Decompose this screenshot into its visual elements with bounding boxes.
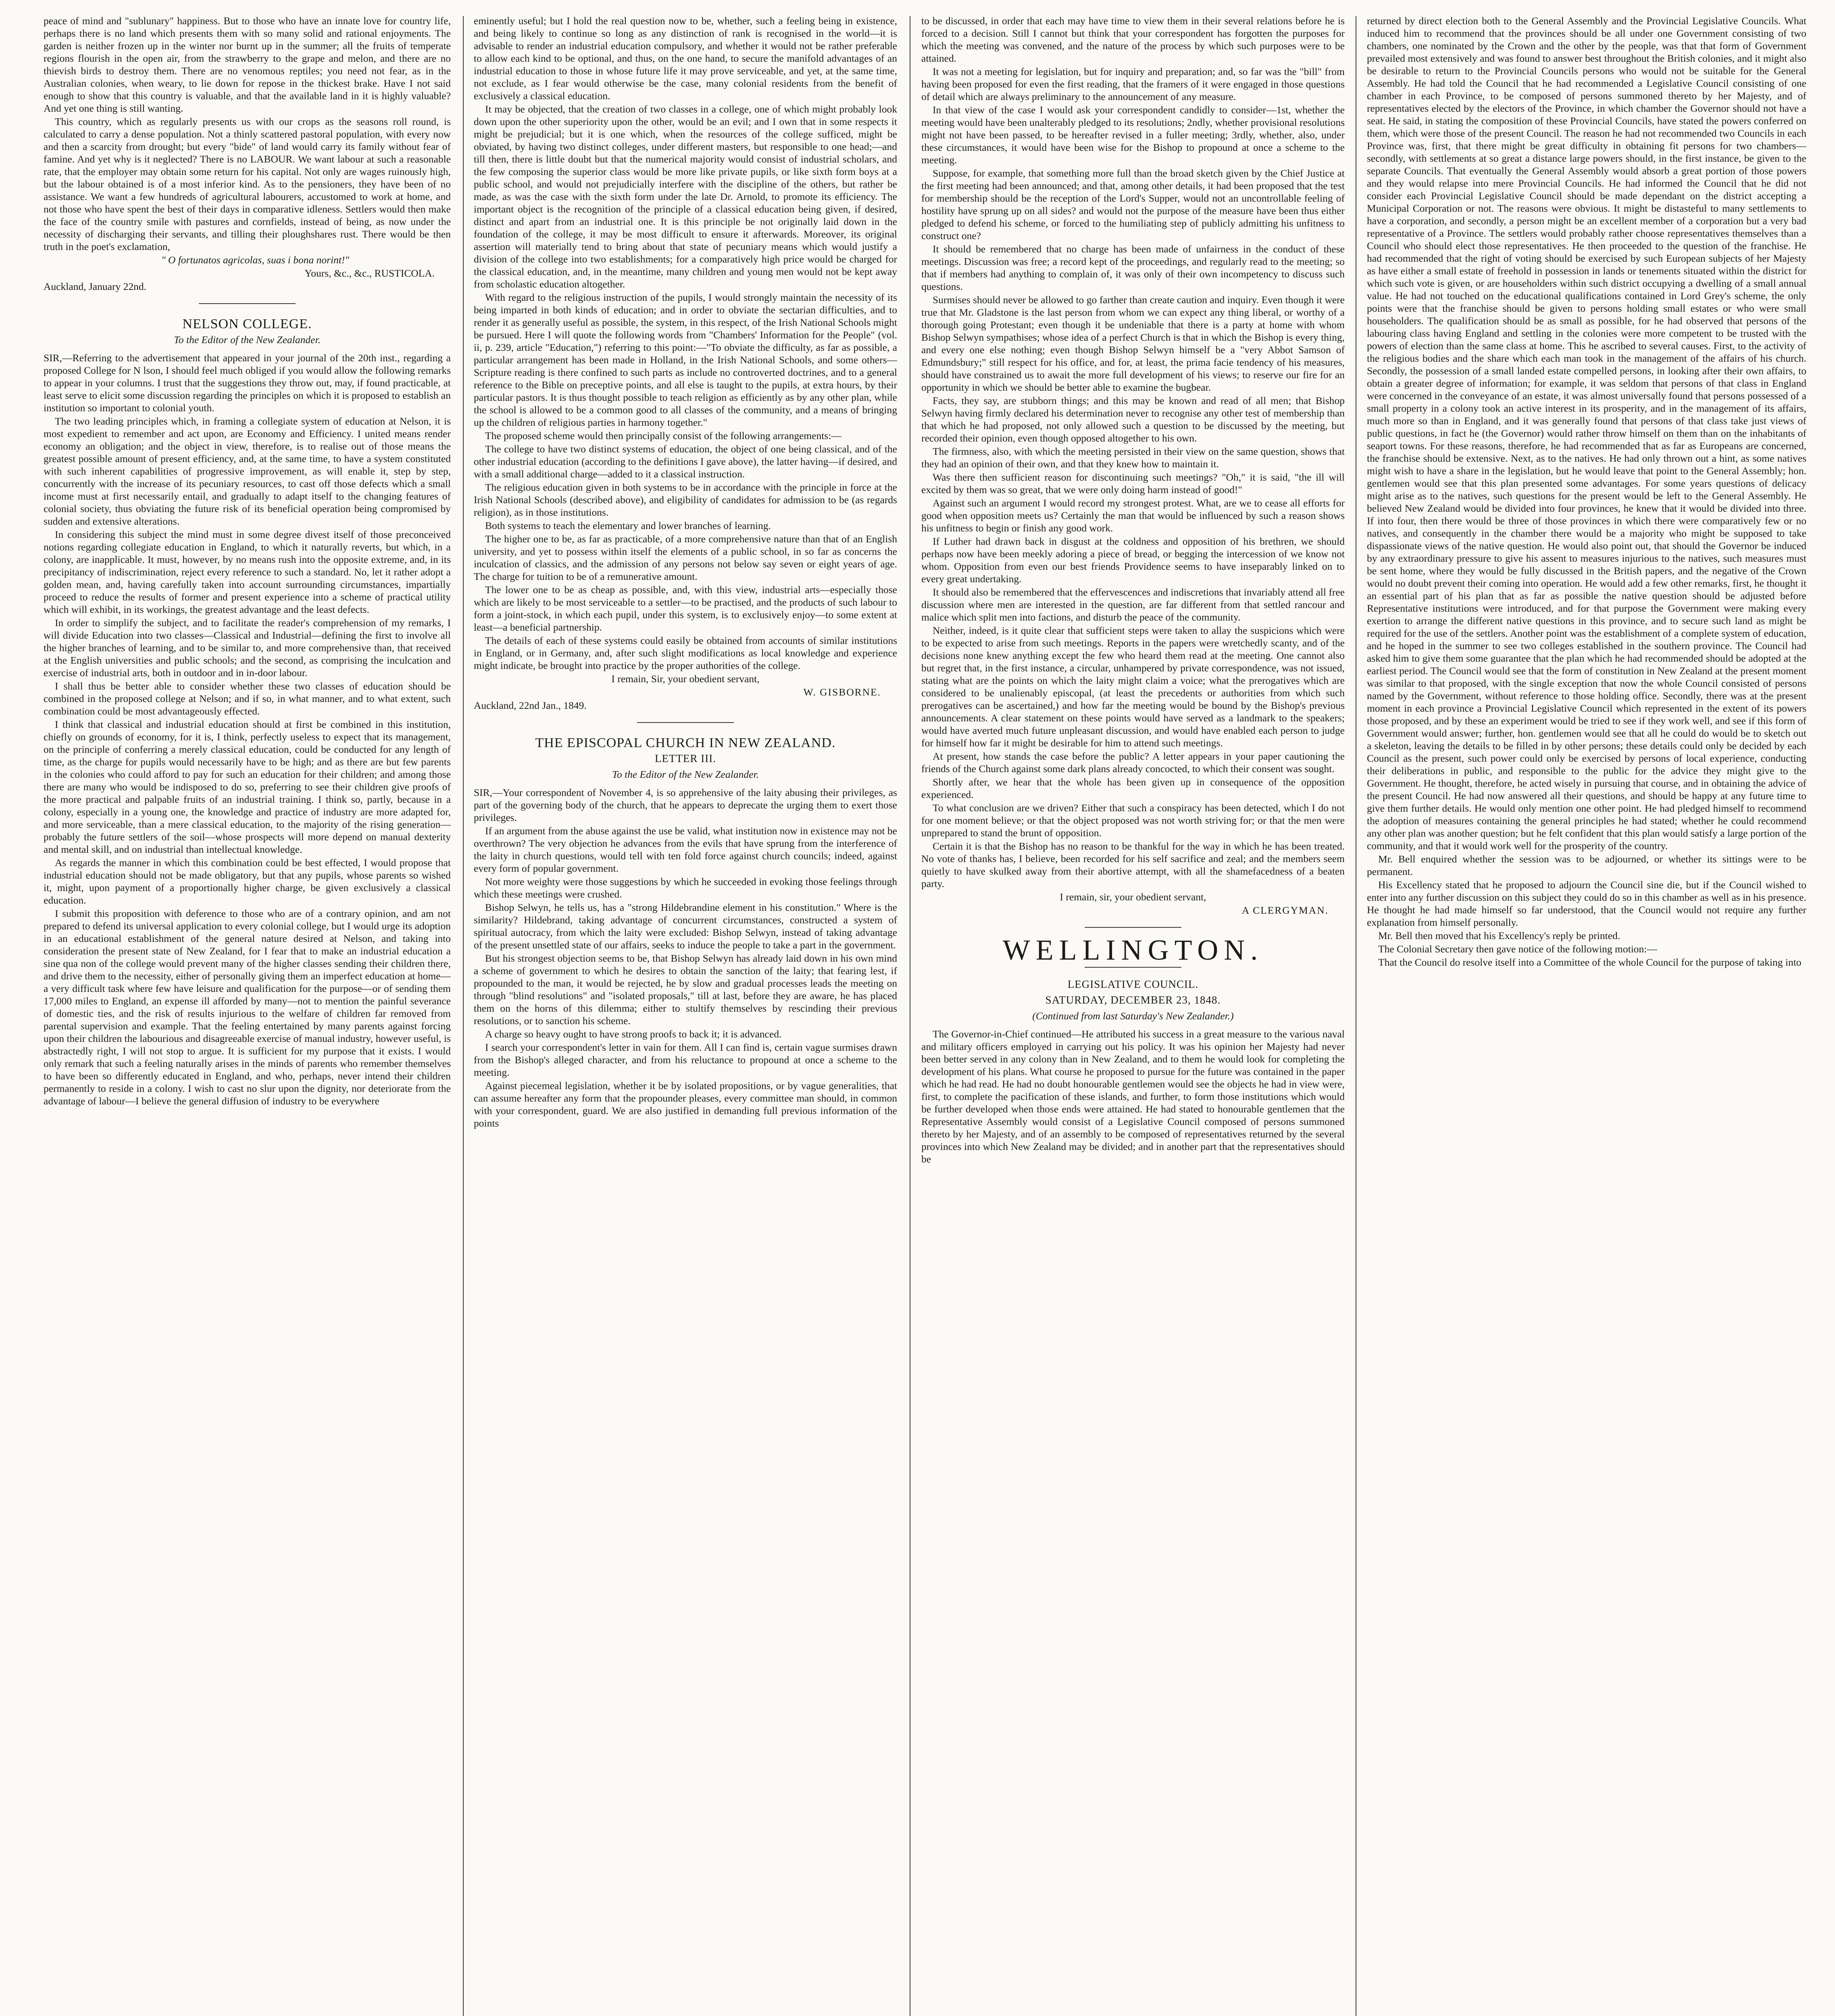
paragraph: I think that classical and industrial education should at first be combined in this institution, chiefly on grounds of economy, for it is, I think, perfectly useless to expect that its management, on the principle of conferring a merely classical education, could be conducted for any length of time, as the charge for pupils would necessarily have to be high; and as there are but few parents in the colonies who could afford to pay for such an education for their children; and among those there are many who would be indisposed to do so, preferring to see their children give proofs of the more practical and palpable fruits of an industrial training. I think so, partly, because in a colony, especially in a young one, the knowledge and practice of industry are more adapted for, and more serviceable, than a mere classical education, to the majority of the rising generation—probably the future settlers of the soil—whose prospects will more depend on manual dexterity and mental skill, and on industrial than intellectual knowledge.: [44, 719, 451, 855]
section-separator: [1085, 967, 1181, 968]
paragraph: To what conclusion are we driven? Either that such a conspiracy has been detected, which I do not for one moment believe; or that the object proposed was not worth striving for; or that the men were unprepared to stand the brunt of opposition.: [921, 802, 1345, 839]
paragraph: Against such an argument I would record my strongest protest. What, are we to cease all efforts for good when opposition meets us? Certainly the man that would be influenced by such a reason shows his unfitness to begin or finish any good work.: [921, 497, 1345, 534]
paragraph: The firmness, also, with which the meeting persisted in their view on the same question, shows that they had an opinion of their own, and that they knew how to maintain it.: [921, 446, 1345, 470]
column-rule: [463, 16, 464, 2016]
paragraph: This country, which as regularly presents us with our crops as the seasons roll round, is calculated to carry a dense population. Not a thinly scattered pastoral population, with every now and then a scarcity from drought; but every "bide" of land would carry its family without fear of famine. And yet why is it neglected? There is no LABOUR. We want labour at such a reasonable rate, that the employer may obtain some return for his capital. Not only are wages ruinously high, but the labour obtained is of a most inferior kind. As to the pensioners, they have been of no assistance. We want a few hundreds of agricultural labourers, accustomed to work at home, and not those who have spent the best of their days in comparative idleness. Settlers would then make the face of the country smile with pastures and cornfields, instead of being, as now under the necessity of discharging their servants, and tilling their ploughshares rust. There would be then truth in the poet's exclamation,: [44, 116, 451, 252]
paragraph: The religious education given in both systems to be in accordance with the principle in force at the Irish National Schools (described above), and eligibility of candidates for admission to be (as regards religion), as in those institutions.: [474, 481, 897, 518]
paragraph: In that view of the case I would ask your correspondent candidly to consider—1st, whether the meeting would have been unalterably pledged to its resolutions; 2ndly, whether provisional resolutions might not have been passed, to be hereafter revised in a fuller meeting; 3rdly, whether, also, under these circumstances, it would have been wise for the Bishop to propound at once a scheme to the meeting.: [921, 104, 1345, 166]
paragraph: The details of each of these systems could easily be obtained from accounts of similar institutions in England, or in Germany, and, after such slight modifications as local knowledge and experience might indicate, be brought into practice by the proper authorities of the college.: [474, 635, 897, 671]
paragraph: I search your correspondent's letter in vain for them. All I can find is, certain vague surmises drawn from the Bishop's alleged character, and from his reluctance to propound at once a scheme to the meeting.: [474, 1041, 897, 1078]
paragraph: to be discussed, in order that each may have time to view them in their several relations before he is forced to a decision. Still I cannot but think that your correspondent has forgotten the purposes for which the meeting was convened, and the nature of the process by which such purposes were to be attained.: [921, 15, 1345, 64]
paragraph: As regards the manner in which this combination could be best effected, I would propose that industrial education should not be made obligatory, but that any pupils, whose parents so wished it, might, upon payment of a proportionally higher charge, be given exclusively a classical education.: [44, 857, 451, 906]
paragraph: If Luther had drawn back in disgust at the coldness and opposition of his brethren, we should perhaps now have been meekly adoring a piece of bread, or begging the intercession of we know not whom. Opposition from even our best friends Providence seems to have inseparably linked on to every great undertaking.: [921, 535, 1345, 585]
dateline: Auckland, January 22nd.: [44, 281, 146, 292]
continued-note: (Continued from last Saturday's New Zealander.): [1032, 1010, 1234, 1022]
paragraph: Suppose, for example, that something more full than the broad sketch given by the Chief Justice at the first meeting had been announced; and that, among other details, it had been proposed that the test for membership should be the reception of the Lord's Supper, would not an uncontrollable feeling of hostility have sprung up on all sides? and would not the purpose of the measure have been thus either pledged to defend his scheme, or forced to the humiliating step of publicly admitting his unfitness to construct one?: [921, 167, 1345, 242]
paragraph: The Governor-in-Chief continued—He attributed his success in a great measure to the various naval and military officers employed in carrying out his policy. It was his opinion her Majesty had never been better served in any colony than in New Zealand, and to them he would look for completing the development of his plans. What course he proposed to pursue for the future was contained in the paper which he had read. He had no doubt honourable gentlemen would see the objects he had in view were, first, to complete the pacification of these islands, and further, to form those institutions which would be further developed when those ends were attained. He had stated to honourable gentlemen that the Representative Assembly would consist of a Legislative Council composed of persons summoned thereto by her Majesty, and of an assembly to be composed of representatives returned by the several provinces into which New Zealand may be divided; and in another part that the representatives should be: [921, 1028, 1345, 1165]
paragraph: In order to simplify the subject, and to facilitate the reader's comprehension of my remarks, I will divide Education into two classes—Classical and Industrial—defining the first to involve all the higher branches of learning, and to be similar to, and more comprehensive than, that received at the English universities and public schools; and the second, as comprising the inculcation and exercise of industrial arts, both in outdoor and in in-door labour.: [44, 617, 451, 679]
column-1: [44, 15, 451, 2016]
article-subtitle: To the Editor of the New Zealander.: [174, 334, 321, 346]
section-date: SATURDAY, DECEMBER 23, 1848.: [1045, 994, 1221, 1006]
paragraph: peace of mind and "sublunary" happiness. But to those who have an innate love for country life, perhaps there is no land which presents them with so many solid and rational enjoyments. The garden is neither frozen up in the winter nor burnt up in the summer; all the fruits of temperate regions flourish in the open air, from the strawberry to the grape and melon, and there are no thievish birds to destroy them. There are no venomous reptiles; you need not fear, as in the Australian colonies, when weary, to lie down for repose in the thickest brake. Have I not said enough to show that this country is valuable, and that the available land in it is highly valuable? And yet one thing is still wanting.: [44, 15, 451, 114]
paragraph: It may be objected, that the creation of two classes in a college, one of which might probably look down upon the other superiority upon the other, would be an evil; and I own that in some respects it might be prejudicial; but it is one which, when the resources of the college sufficed, might be obviated, by having two distinct colleges, under different masters, but responsible to one head;—and till then, there is little doubt but that the numerical majority would consist of industrial scholars, and the few composing the superior class would be more like private pupils, or like sixth form boys at a public school, and would not prejudicially interfere with the discipline of the others, but rather be made, as was the case with the sixth form under the late Dr. Arnold, to promote its efficiency. The important object is the recognition of the principle of a classical education being given, if desired, distinct and apart from an industrial one. It is this principle be not originally laid down in the foundation of the college, it may be most difficult to ensure it afterwards. Moreover, its original assertion will materially tend to bring about that state of pecuniary means which would justify a division of the college into two establishments; for a comparatively high price would be charged for the classical education, and, in the meantime, many children and young men would not be kept away from scholastic education altogether.: [474, 103, 897, 290]
column-4: [1367, 15, 1806, 2016]
column-3: [921, 15, 1345, 2016]
paragraph: SIR,—Referring to the advertisement that appeared in your journal of the 20th inst., regarding a proposed College for N lson, I should feel much obliged if you would allow the following remarks to appear in your columns. I trust that the suggestions they throw out, may, if found practicable, at least serve to elicit some discussion regarding the principles on which it is proposed to establish an institution so important to colonial youth.: [44, 352, 451, 414]
signoff-name: A CLERGYMAN.: [1241, 904, 1329, 916]
paragraph: The Colonial Secretary then gave notice of the following motion:—: [1378, 943, 1657, 955]
paragraph: A charge so heavy ought to have strong proofs to back it; it is advanced.: [485, 1028, 782, 1040]
paragraph: Shortly after, we hear that the whole has been given up in consequence of the opposition experienced.: [921, 776, 1345, 800]
latin-quote: " O fortunatos agricolas, suas i bona norint!": [161, 254, 350, 266]
paragraph: Both systems to teach the elementary and lower branches of learning.: [485, 520, 771, 531]
paragraph: It was not a meeting for legislation, but for inquiry and preparation; and, so far was the "bill" from having been proposed for even the first reading, that the framers of it were engaged in those questions of detail which are always preliminary to the announcement of any measure.: [921, 66, 1345, 102]
paragraph: The college to have two distinct systems of education, the object of one being classical, and of the other industrial education (according to the definitions I gave above), the latter having—if desired, and with a small additional charge—added to it a classical instruction.: [474, 443, 897, 480]
paragraph: That the Council do resolve itself into a Committee of the whole Council for the purpose of taking into: [1378, 956, 1802, 968]
letter-signature: Yours, &c., &c., RUSTICOLA.: [304, 267, 435, 279]
article-title: NELSON COLLEGE.: [182, 317, 312, 331]
section-subhead: LEGISLATIVE COUNCIL.: [1067, 978, 1199, 990]
paragraph: At present, how stands the case before the public? A letter appears in your paper cautioning the friends of the Church against some dark plans already concocted, to which their consent was sought.: [921, 750, 1345, 775]
paragraph: Bishop Selwyn, he tells us, has a "strong Hildebrandine element in his constitution." Where is the similarity? Hildebrand, taking advantage of concurrent circumstances, constructed a system of spiritual autocracy, from which the laity were excluded: Bishop Selwyn, instead of taking advantage of the present unsettled state of our affairs, seeks to induce the people to take a part in the government.: [474, 902, 897, 951]
signoff-text: I remain, Sir, your obedient servant,: [611, 673, 760, 685]
letter-number: LETTER III.: [655, 752, 716, 764]
paragraph: His Excellency stated that he proposed to adjourn the Council sine die, but if the Council wished to enter into any further discussion on this subject they could do so in this chamber as well as in his presence. He thought he had made himself so far understood, that the Council would not require any further explanation from himself personally.: [1367, 879, 1806, 928]
paragraph: I submit this proposition with deference to those who are of a contrary opinion, and am not prepared to defend its universal application to every colonial college, but I would urge its adoption in an educational establishment of the general nature desired at Nelson, and taking into consideration the present state of New Zealand, for I fear that to make an industrial education a sine qua non of the college would prevent many of the higher classes sending their children there, and drive them to the necessity, either of personally giving them an imperfect education at home—a very difficult task where few have leisure and qualification for the purpose—or of sending them 17,000 miles to England, an expense ill afforded by many—not to mention the painful severance of domestic ties, and the risk of results injurious to the welfare of children far removed from parental supervision and example. That the feeling entertained by many parents against forcing upon their children the labourious and disagreeable exercise of manual industry, however useful, is abstractedly right, I will not stop to argue. It is sufficient for my purpose that it exists. I would only remark that such a feeling naturally arises in the minds of parents who remember themselves to have been so differently educated in England, and who, perhaps, never intend their children permanently to reside in a colony. I wish to cast no slur upon the dignity, nor deteriorate from the advantage of labour—I believe the general diffusion of industry to be everywhere: [44, 908, 451, 1107]
paragraph: The two leading principles which, in framing a collegiate system of education at Nelson, it is most expedient to remember and act upon, are Economy and Efficiency. I united means render economy an obligation; and the object in view, therefore, is to realise out of those means the greatest possible amount of present efficiency, and, at the same time, to have a system constituted with such inherent capabilities of progressive improvement, as will enable it, step by step, concurrently with the increase of its pecuniary resources, to cast off those defects which a small income must at first necessarily entail, and gradually to adapt itself to the changing features of colonial society, thus obviating the future risk of its beneficial operation being compromised by sudden and extensive alterations.: [44, 415, 451, 527]
signoff-text: I remain, sir, your obedient servant,: [1060, 891, 1206, 903]
section-separator: [199, 303, 296, 304]
paragraph: If an argument from the abuse against the use be valid, what institution now in existence may not be overthrown? The very objection he advances from the evils that have sprung from the interference of the laity in church questions, would tell with ten fold force against church councils; indeed, against every form of popular government.: [474, 825, 897, 874]
paragraph: I shall thus be better able to consider whether these two classes of education should be combined in the proposed college at Nelson; and if so, in what manner, and to what extent, such combination could be most advantageously effected.: [44, 680, 451, 717]
section-separator: [637, 722, 734, 723]
paragraph: It should also be remembered that the effervescences and indiscretions that invariably attend all free discussion where men are interested in the question, are far different from that settled rancour and malice which split men into factions, and disturb the peace of the community.: [921, 586, 1345, 623]
paragraph: Facts, they say, are stubborn things; and this may be known and read of all men; that Bishop Selwyn having firmly declared his determination never to recognise any other test of membership than that which he had proposed, not only allowed such a question to be discussed by the meeting, but recorded their opinion, even though opposed altogether to his own.: [921, 395, 1345, 444]
article-subtitle: To the Editor of the New Zealander.: [612, 768, 759, 780]
paragraph: SIR,—Your correspondent of November 4, is so apprehensive of the laity abusing their privileges, as part of the governing body of the church, that he appears to deprecate the urging them to exert those privileges.: [474, 787, 897, 823]
paragraph: Was there then sufficient reason for discontinuing such meetings? "Oh," it is said, "the ill will excited by them was so great, that we were only doing harm instead of good!": [921, 471, 1345, 496]
paragraph: But his strongest objection seems to be, that Bishop Selwyn has already laid down in his own mind a scheme of government to which he desires to obtain the sanction of the laity; that fearing lest, if propounded to the man, it would be rejected, he by slow and gradual processes leads the meeting on through "blind resolutions" and "isolated proposals," till at last, before they are aware, he has placed them on the horns of this dilemma; either to stultify themselves by rescinding their previous resolutions, or to sanction his scheme.: [474, 952, 897, 1027]
section-separator: [1085, 927, 1181, 928]
dateline: Auckland, 22nd Jan., 1849.: [474, 700, 587, 711]
paragraph: Neither, indeed, is it quite clear that sufficient steps were taken to allay the suspicions which were to be expected to arise from such meetings. Reports in the papers were wretchedly scanty, and of the decisions none knew anything except the few who heard them read at the meeting. One cannot also but regret that, in the first instance, a circular, unhampered by private correspondence, was not issued, stating what are the points on which the laity might claim a voice; what the prerogatives which are considered to be unalienably episcopal, (at least the precedents or authorities from which such prerogatives can be ascertained,) and how far the meeting would be bound by the Bishop's previous announcements. A clear statement on these points would have served as a landmark to the speakers; would have averted much future unpleasant discussion, and would have enabled each person to judge for himself how far it might be desirable for him to attend such meetings.: [921, 625, 1345, 749]
paragraph: In considering this subject the mind must in some degree divest itself of those preconceived notions regarding collegiate education in England, to which it naturally reverts, but which, in a colony, are inapplicable. It must, however, by no means rush into the opposite extreme, and, in its precipitancy of indiscrimination, reject every reference to such a standard. No, let it rather adopt a golden mean, and, having carefully taken into account surrounding circumstances, impartially proceed to reduce the results of former and present experience into a scheme of practical utility which will exhibit, in its workings, the greatest advantage and the least defects.: [44, 529, 451, 615]
paragraph: eminently useful; but I hold the real question now to be, whether, such a feeling being in existence, and being likely to continue so long as any distinction of rank is recognised in the world—it is advisable to render an industrial education compulsory, and whether it would not be rather preferable to allow each kind to be optional, and thus, on the one hand, to secure the manifold advantages of an industrial education to those in whose future life it may prove serviceable, and yet, at the same time, not exclude, as I fear would otherwise be the case, many colonial residents from the benefit of exclusively a classical education.: [474, 15, 897, 102]
paragraph: Against piecemeal legislation, whether it be by isolated propositions, or by vague generalities, that can assume hereafter any form that the propounder pleases, every committee man should, in common with your correspondent, guard. We are also justified in demanding full previous information of the points: [474, 1080, 897, 1129]
column-2: [474, 15, 897, 2016]
paragraph: With regard to the religious instruction of the pupils, I would strongly maintain the necessity of its being imparted in both kinds of education; and in order to obviate the sectarian difficulties, and to render it as generally useful as possible, the system, in this respect, of the Irish National Schools might be pursued. Here I will quote the following words from "Chambers' Information for the People" (vol. ii, p. 239, article "Education,") referring to this point:—"To obviate the difficulty, as far as possible, a particular arrangement has been made in Holland, in the Irish National Schools, and some others—Scripture reading is there confined to such parts as include no controverted doctrines, and to a general reference to the Bible on preceptive points, and all else is taught to the pupils, at extra hours, by their particular pastors. It is thus thought possible to teach religion as efficiently as by any other plan, while the school is allowed to be a common good to all classes of the community, and a means of bringing up the children of religious parties in harmony together.": [474, 292, 897, 428]
paragraph: Certain it is that the Bishop has no reason to be thankful for the way in which he has been treated. No vote of thanks has, I believe, been recorded for his self sacrifice and zeal; and the members seem quietly to have skulked away from their abortive attempt, with all the shamefacedness of a beaten party.: [921, 840, 1345, 889]
paragraph: returned by direct election both to the General Assembly and the Provincial Legislative Councils. What induced him to recommend that the provinces should be all under one Government consisting of two chambers, one nominated by the Crown and the other by the people, was that that form of Government prevailed most extensively and was found to answer best throughout the British colonies, and it might also be desirable to return to the Provincial Councils persons who would not be suitable for the General Assembly. He had told the Council that he had recommended a Legislative Council consisting of one chamber in each Province, to be composed of persons summoned thereto by her Majesty, and of representatives elected by the electors of the Province, in which chamber the Governor should not have a seat. He said, in stating the composition of these Provincial Councils, have stated the powers conferred on them, which were those of the present Council. The reason he had not recommended two Councils in each Province was, first, that there might be great difficulty in obtaining fit persons for two chambers—secondly, with settlements at so great a distance large powers should, in the first instance, be given to the separate Councils. That eventually the General Assembly would absorb a great portion of those powers and they would relapse into mere Provincial Councils. He had informed the Council that he did not consider each Provincial Legislative Council should be made dependant on the district accepting a Municipal Corporation or not. The reasons were obvious. It might be distasteful to many settlements to have a corporation, and secondly, a person might be an excellent member of a corporation but a very bad representative of a Province. The settlers would probably rather choose representatives themselves than a Council who should elect those representatives. He then proceeded to the question of the franchise. He had recommended that the right of voting should be exercised by such European subjects of her Majesty as have either a small estate of freehold in possession in lands or tenements situated within the district for which such vote is given, or are householders within such district occupying a dwelling of a small annual value. He had not touched on the educational qualifications contained in Lord Grey's scheme, the only points were that the franchise should be given to persons holding small estates or who were small householders. The qualification should be as small as possible, for he had observed that persons of the labouring class having England and settling in the colonies were more competent to be trusted with the powers of election than the same class at home. This he ascribed to several causes. First, to the activity of the religious bodies and the share which each man took in the management of the affairs of his church. Secondly, the possession of a small landed estate compelled persons, in looking after their own affairs, to obtain a greater degree of information; for example, it was seldom that persons of that class in England were concerned in the conveyance of an estate, it was almost universally found that persons possessed of a small property in a colony took an active interest in its prosperity, and in the management of its affairs, much more so than in England, and it was generally found that persons of that class take just views of public questions, in fact he (the Governor) would rather throw himself on them than on the inhabitants of seaport towns. For these reasons, therefore, he had recommended that as far as Europeans are concerned, the franchise should be extensive. Next, as to the natives. He had only thrown out a hint, as some natives might wish to have a share in the legislation, but he would leave that point to the General Assembly; hon. gentlemen would see that this plan presented some advantages. For some years questions of delicacy might arise as to the natives, such questions for the present would be left to the General Assembly. He believed New Zealand would be divided into four provinces, he knew that it would be divided into three. If into four, then there would be three of those provinces in which there were comparatively few or no natives, and consequently in the chamber there would be a majority who might be supposed to take dispassionate views of the native question. He would also point out, that should the Governor be induced by any extraordinary pressure to give his assent to measures injurious to the natives, such measures must be sent home, where they would be fully discussed in the British papers, and the negative of the Crown would no doubt prevent their coming into operation. He would add a few other remarks, first, he thought it an essential part of his plan that as far as possible the native question should be adjusted before Representative institutions were introduced, and for that purpose the Government were making every exertion to arrange the different native questions in this province, and to secure such land as might be required for the use of the settlers. Another point was the establishment of a complete system of education, and he hoped in the summer to see two colleges established in the southern province. The Council had asked him to give them some guarantee that the plan which he had recommended should be adopted at the earliest period. The Council would see that the form of constitution in New Zealand at the present moment was similar to that proposed, with the single exception that now the whole Council consisted of persons named by the Government, without reference to those holding office. Secondly, there was at the present moment in each province a Provincial Legislative Council which represented in the extent of its powers those proposed, and by these an experiment would be tried to see if they work well, and see if this form of Government would answer; further, hon. gentlemen would see that all he could do would be to sketch out a skeleton, leaving the details to be filled in by other persons; these details could only be decided by each Council as the present, such power could only be exercised by persons of local experience, conducting their deliberations in public, and responsible to the public for the advice they might give to the Government. He thought, therefore, he acted wisely in pursuing that course, and in obtaining the advice of the present Council. He had now answered all their questions, and should be happy at any future time to give them further details. He would only mention one other point. He had pledged himself to recommend the adoption of measures containing the general principles he had stated; whether he could recommend any other plan was another question; but he felt confident that this plan would satisfy a large portion of the community, and that it would work well for the prosperity of the country.: [1367, 15, 1806, 852]
paragraph: The proposed scheme would then principally consist of the following arrangements:—: [485, 430, 841, 442]
paragraph: The lower one to be as cheap as possible, and, with this view, industrial arts—especially those which are likely to be most serviceable to a settler—to be practised, and the products of such labour to form a joint-stock, in which each pupil, under this system, is to exclusively enjoy—to some extent at least—a beneficial partnership.: [474, 584, 897, 633]
article-title: THE EPISCOPAL CHURCH IN NEW ZEALAND.: [535, 735, 836, 750]
paragraph: Not more weighty were those suggestions by which he succeeded in evoking those feelings through which these meetings were crushed.: [474, 876, 897, 900]
paragraph: The higher one to be, as far as practicable, of a more comprehensive nature than that of an English university, and yet to possess within itself the elements of a public school, in so far as concerns the inculcation of classics, and the admission of any persons not below say seven or eight years of age. The charge for tuition to be of a remunerative amount.: [474, 533, 897, 582]
paragraph: Mr. Bell enquired whether the session was to be adjourned, or whether its sittings were to be permanent.: [1367, 853, 1806, 877]
paragraph: Surmises should never be allowed to go farther than create caution and inquiry. Even though it were true that Mr. Gladstone is the last person from whom we can expect any thing liberal, or worthy of a thorough going Protestant; even though it be undeniable that there is a party at home with whom Bishop Selwyn sympathises; whose idea of a perfect Church is that in which the Bishop is every thing, and every one else nothing; even though Bishop Selwyn himself be a "very Abbot Samson of Edmundsbury;" still respect for his office, and for, at least, the prima facie tendency of his measures, should have constrained us to await the more full development of his views; to reserve our fire for an opportunity in which we should be better able to examine the bugbear.: [921, 294, 1345, 393]
section-title: WELLINGTON.: [1002, 934, 1264, 966]
signoff-name: W. GISBORNE.: [803, 686, 881, 698]
paragraph: It should be remembered that no charge has been made of unfairness in the conduct of these meetings. Discussion was free; a record kept of the proceedings, and regularly read to the meeting; so that if members had anything to complain of, it was only of their own incompetency to discuss such questions.: [921, 243, 1345, 292]
paragraph: Mr. Bell then moved that his Excellency's reply be printed.: [1378, 930, 1620, 941]
